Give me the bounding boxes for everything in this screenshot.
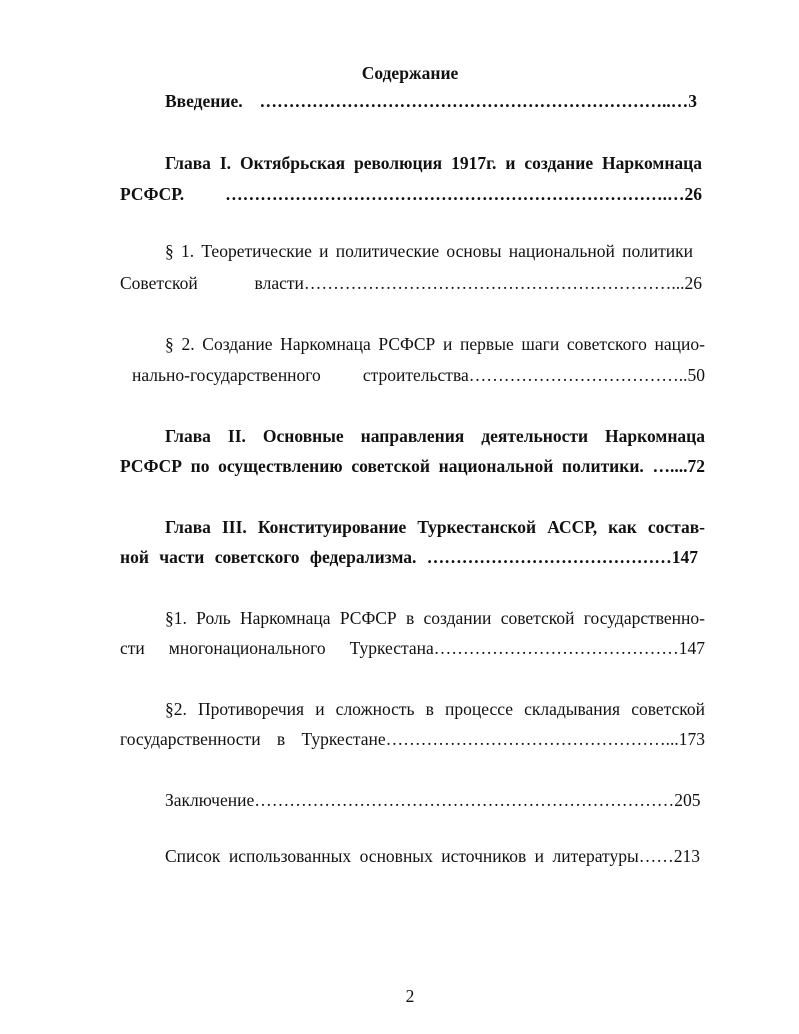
toc-entry-introduction: Введение. ……………………………………………………………..…3 <box>165 91 697 111</box>
toc-entry-section-1-2-line-1: § 2. Создание Наркомнаца РСФСР и первые шаги советского нацио- <box>165 334 705 354</box>
toc-entry-chapter-2-line-2: РСФСР по осуществлению советской национальной политики. …....72 <box>120 456 705 476</box>
toc-entry-section-1-2-line-2: нально-государственного строительства………………………………..50 <box>132 365 705 385</box>
toc-entry-section-1-1-line-1: § 1. Теоретические и политические основы национальной политики <box>165 241 693 261</box>
toc-entry-section-1-1-line-2: Советской власти………………………………………………………...26 <box>120 273 702 293</box>
toc-entry-section-3-2-line-1: §2. Противоречия и сложность в процессе складывания советской <box>165 699 705 719</box>
toc-entry-section-3-1-line-1: §1. Роль Наркомнаца РСФСР в создании советской государственно- <box>165 608 705 628</box>
toc-entry-chapter-3-line-1: Глава III. Конституирование Туркестанской АССР, как состав- <box>165 517 705 537</box>
page-number: 2 <box>405 986 415 1006</box>
toc-entry-chapter-1-line-2: РСФСР. ………………………………………………………………….…26 <box>120 184 702 204</box>
toc-entry-section-3-2-line-2: государственности в Туркестане…………………………………………...173 <box>120 729 705 749</box>
toc-entry-chapter-1-line-1: Глава I. Октябрьская революция 1917г. и создание Наркомнаца <box>165 153 702 173</box>
toc-entry-conclusion: Заключение………………………………………………………………205 <box>165 790 701 810</box>
toc-entry-bibliography: Список использованных основных источников и литературы……213 <box>165 846 700 866</box>
toc-title: Содержание <box>361 63 459 83</box>
toc-entry-section-3-1-line-2: сти многонационального Туркестана……………………………………147 <box>120 638 705 658</box>
toc-entry-chapter-3-line-2: ной части советского федерализма. ……………………………………147 <box>120 547 698 567</box>
toc-entry-chapter-2-line-1: Глава II. Основные направления деятельности Наркомнаца <box>165 426 705 446</box>
